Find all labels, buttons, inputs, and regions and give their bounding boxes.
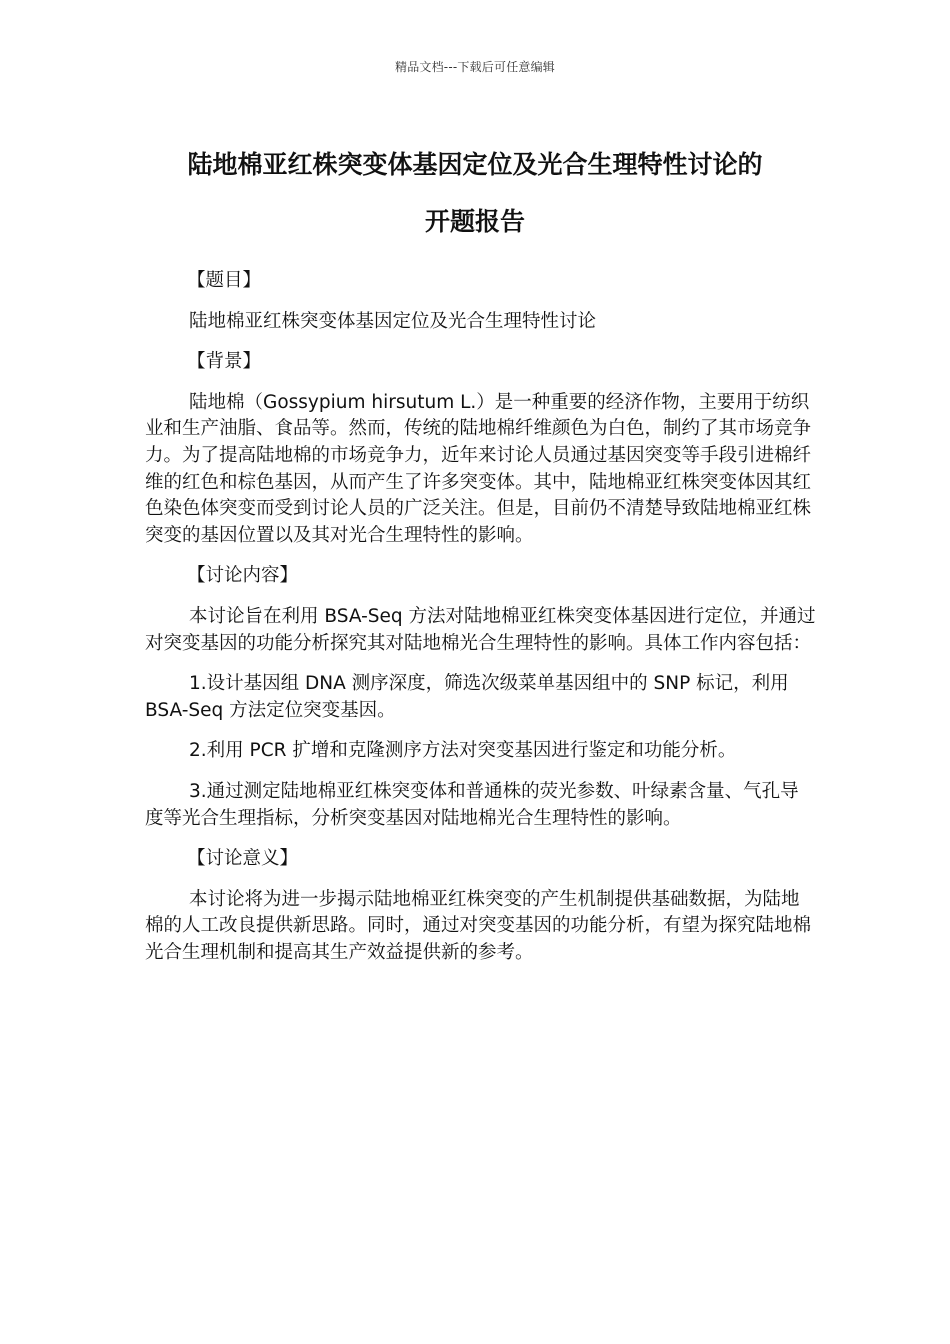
section-paragraph: 本讨论旨在利用 BSA-Seq 方法对陆地棉亚红株突变体基因进行定位，并通过对突变基因的功能分析探究其对陆地棉光合生理特性的影响。具体工作内容包括： (145, 605, 816, 654)
section-heading: 【题目】 (187, 270, 262, 291)
list-item: 2.利用 PCR 扩增和克隆测序方法对突变基因进行鉴定和功能分析。 (189, 740, 737, 762)
section-paragraph: 陆地棉亚红株突变体基因定位及光合生理特性讨论 (189, 310, 597, 332)
section-significance (145, 846, 817, 966)
list-item: 3.通过测定陆地棉亚红株突变体和普通株的荧光参数、叶绿素含量、气孔导度等光合生理指标，分析突变基因对陆地棉光合生理特性的影响。 (145, 780, 799, 829)
section-heading: 【讨论内容】 (187, 565, 299, 587)
section-heading: 【讨论意义】 (187, 848, 299, 870)
section-heading: 【背景】 (187, 351, 262, 373)
title-line-2: 开题报告 (424, 207, 525, 236)
section-paragraph: 本讨论将为进一步揭示陆地棉亚红株突变的产生机制提供基础数据，为陆地棉的人工改良提供新思路。同时，通过对突变基因的功能分析，有望为探究陆地棉光合生理机制和提高其生产效益提供新的参考。 (145, 888, 812, 963)
section-topic (145, 268, 817, 335)
section-content (145, 563, 817, 832)
section-background (145, 349, 817, 549)
document-body (145, 268, 817, 980)
section-paragraph: 陆地棉（Gossypium hirsutum L.）是一种重要的经济作物，主要用于纺织业和生产油脂、食品等。然而，传统的陆地棉纤维颜色为白色，制约了其市场竞争力。为了提高陆地棉的市场竞争力，近年来讨论人员通过基因突变等手段引进棉纤维的红色和棕色基因，从而产生了许多突变体。其中，陆地棉亚红株突变体因其红色染色体突变而受到讨论人员的广泛关注。但是，目前仍不清楚导致陆地棉亚红株突变的基因位置以及其对光合生理特性的影响。 (145, 391, 812, 546)
header-watermark: 精品文档---下载后可任意编辑 (395, 60, 555, 74)
list-item: 1.设计基因组 DNA 测序深度，筛选次级菜单基因组中的 SNP 标记，利用 BSA-Seq 方法定位突变基因。 (145, 673, 789, 721)
document-title (130, 136, 820, 250)
title-line-1: 陆地棉亚红株突变体基因定位及光合生理特性讨论的 (187, 150, 763, 179)
